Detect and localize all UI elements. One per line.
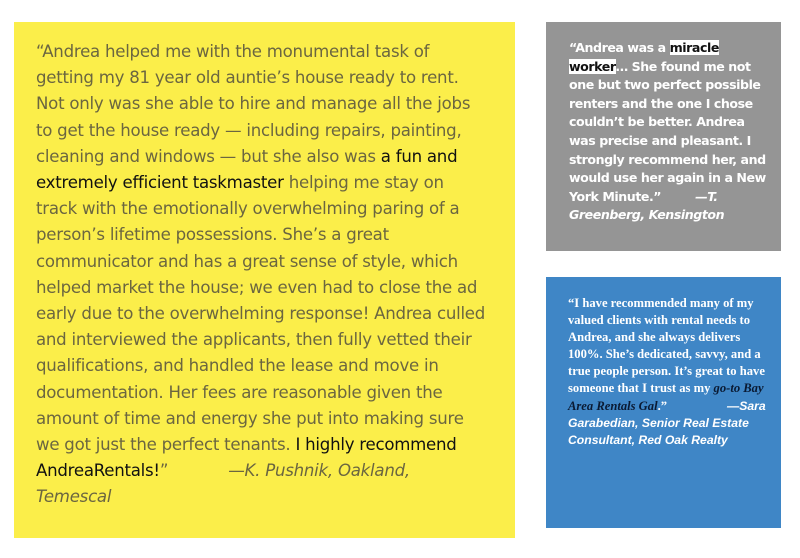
testimonial-card-greenberg xyxy=(546,22,781,251)
testimonial-quote xyxy=(568,295,773,449)
quote-text-part: helping me stay on track with the emotionally overwhelming paring of a person’s lifetime possessions. She’s a great communicator and has a great sense of style, which helped market the house; we even had to close the ad early due to the overwhelming response! Andrea culled and interviewed the applicants, then fully vetted their qualifications, and handled the lease and move in documentation. Her fees are reasonable given the amount of time and energy she put into making sure we got just the perfect tenants. xyxy=(36,173,486,455)
quote-highlight: a fun and extremely efficient taskmaster xyxy=(36,146,458,193)
testimonial-attribution: —Sara Garabedian, Senior Real Estate Consultant, Red Oak Realty xyxy=(568,398,766,447)
quote-highlight: miracle worker xyxy=(569,40,719,74)
testimonial-quote xyxy=(36,39,489,511)
testimonial-card-pushnik xyxy=(14,22,515,538)
testimonial-card-garabedian xyxy=(546,277,781,528)
quote-close: ” xyxy=(159,461,169,481)
testimonial-quote xyxy=(569,39,769,225)
testimonial-attribution: —K. Pushnik, Oakland, Temescal xyxy=(36,461,410,507)
testimonial-attribution: —T. Greenberg, Kensington xyxy=(569,188,725,223)
quote-close: .” xyxy=(657,398,668,413)
quote-text-part: … She found me not one but two perfect possible renters and the one I chose couldn’t be better. Andrea was precise and pleasant. I strongly recommend her, and would use her again in a New York Minute.” xyxy=(569,58,766,204)
quote-highlight: I highly recommend AndreaRentals! xyxy=(36,435,457,481)
quote-text-part: “Andrea was a xyxy=(569,40,670,55)
quote-text-part: “I have recommended many of my valued clients with rental needs to Andrea, and she always delivers 100%. She’s dedicated, savvy, and a true people person. It’s great to have someone that I trust as my xyxy=(568,296,765,396)
quote-highlight: go-to Bay Area Rentals Gal xyxy=(568,381,764,413)
quote-text-part: “Andrea helped me with the monumental task of getting my 81 year old auntie’s house ready to rent. Not only was she able to hire and manage all the jobs to get the house ready — including repairs, painting, cleaning and windows — but she also was xyxy=(36,42,471,166)
